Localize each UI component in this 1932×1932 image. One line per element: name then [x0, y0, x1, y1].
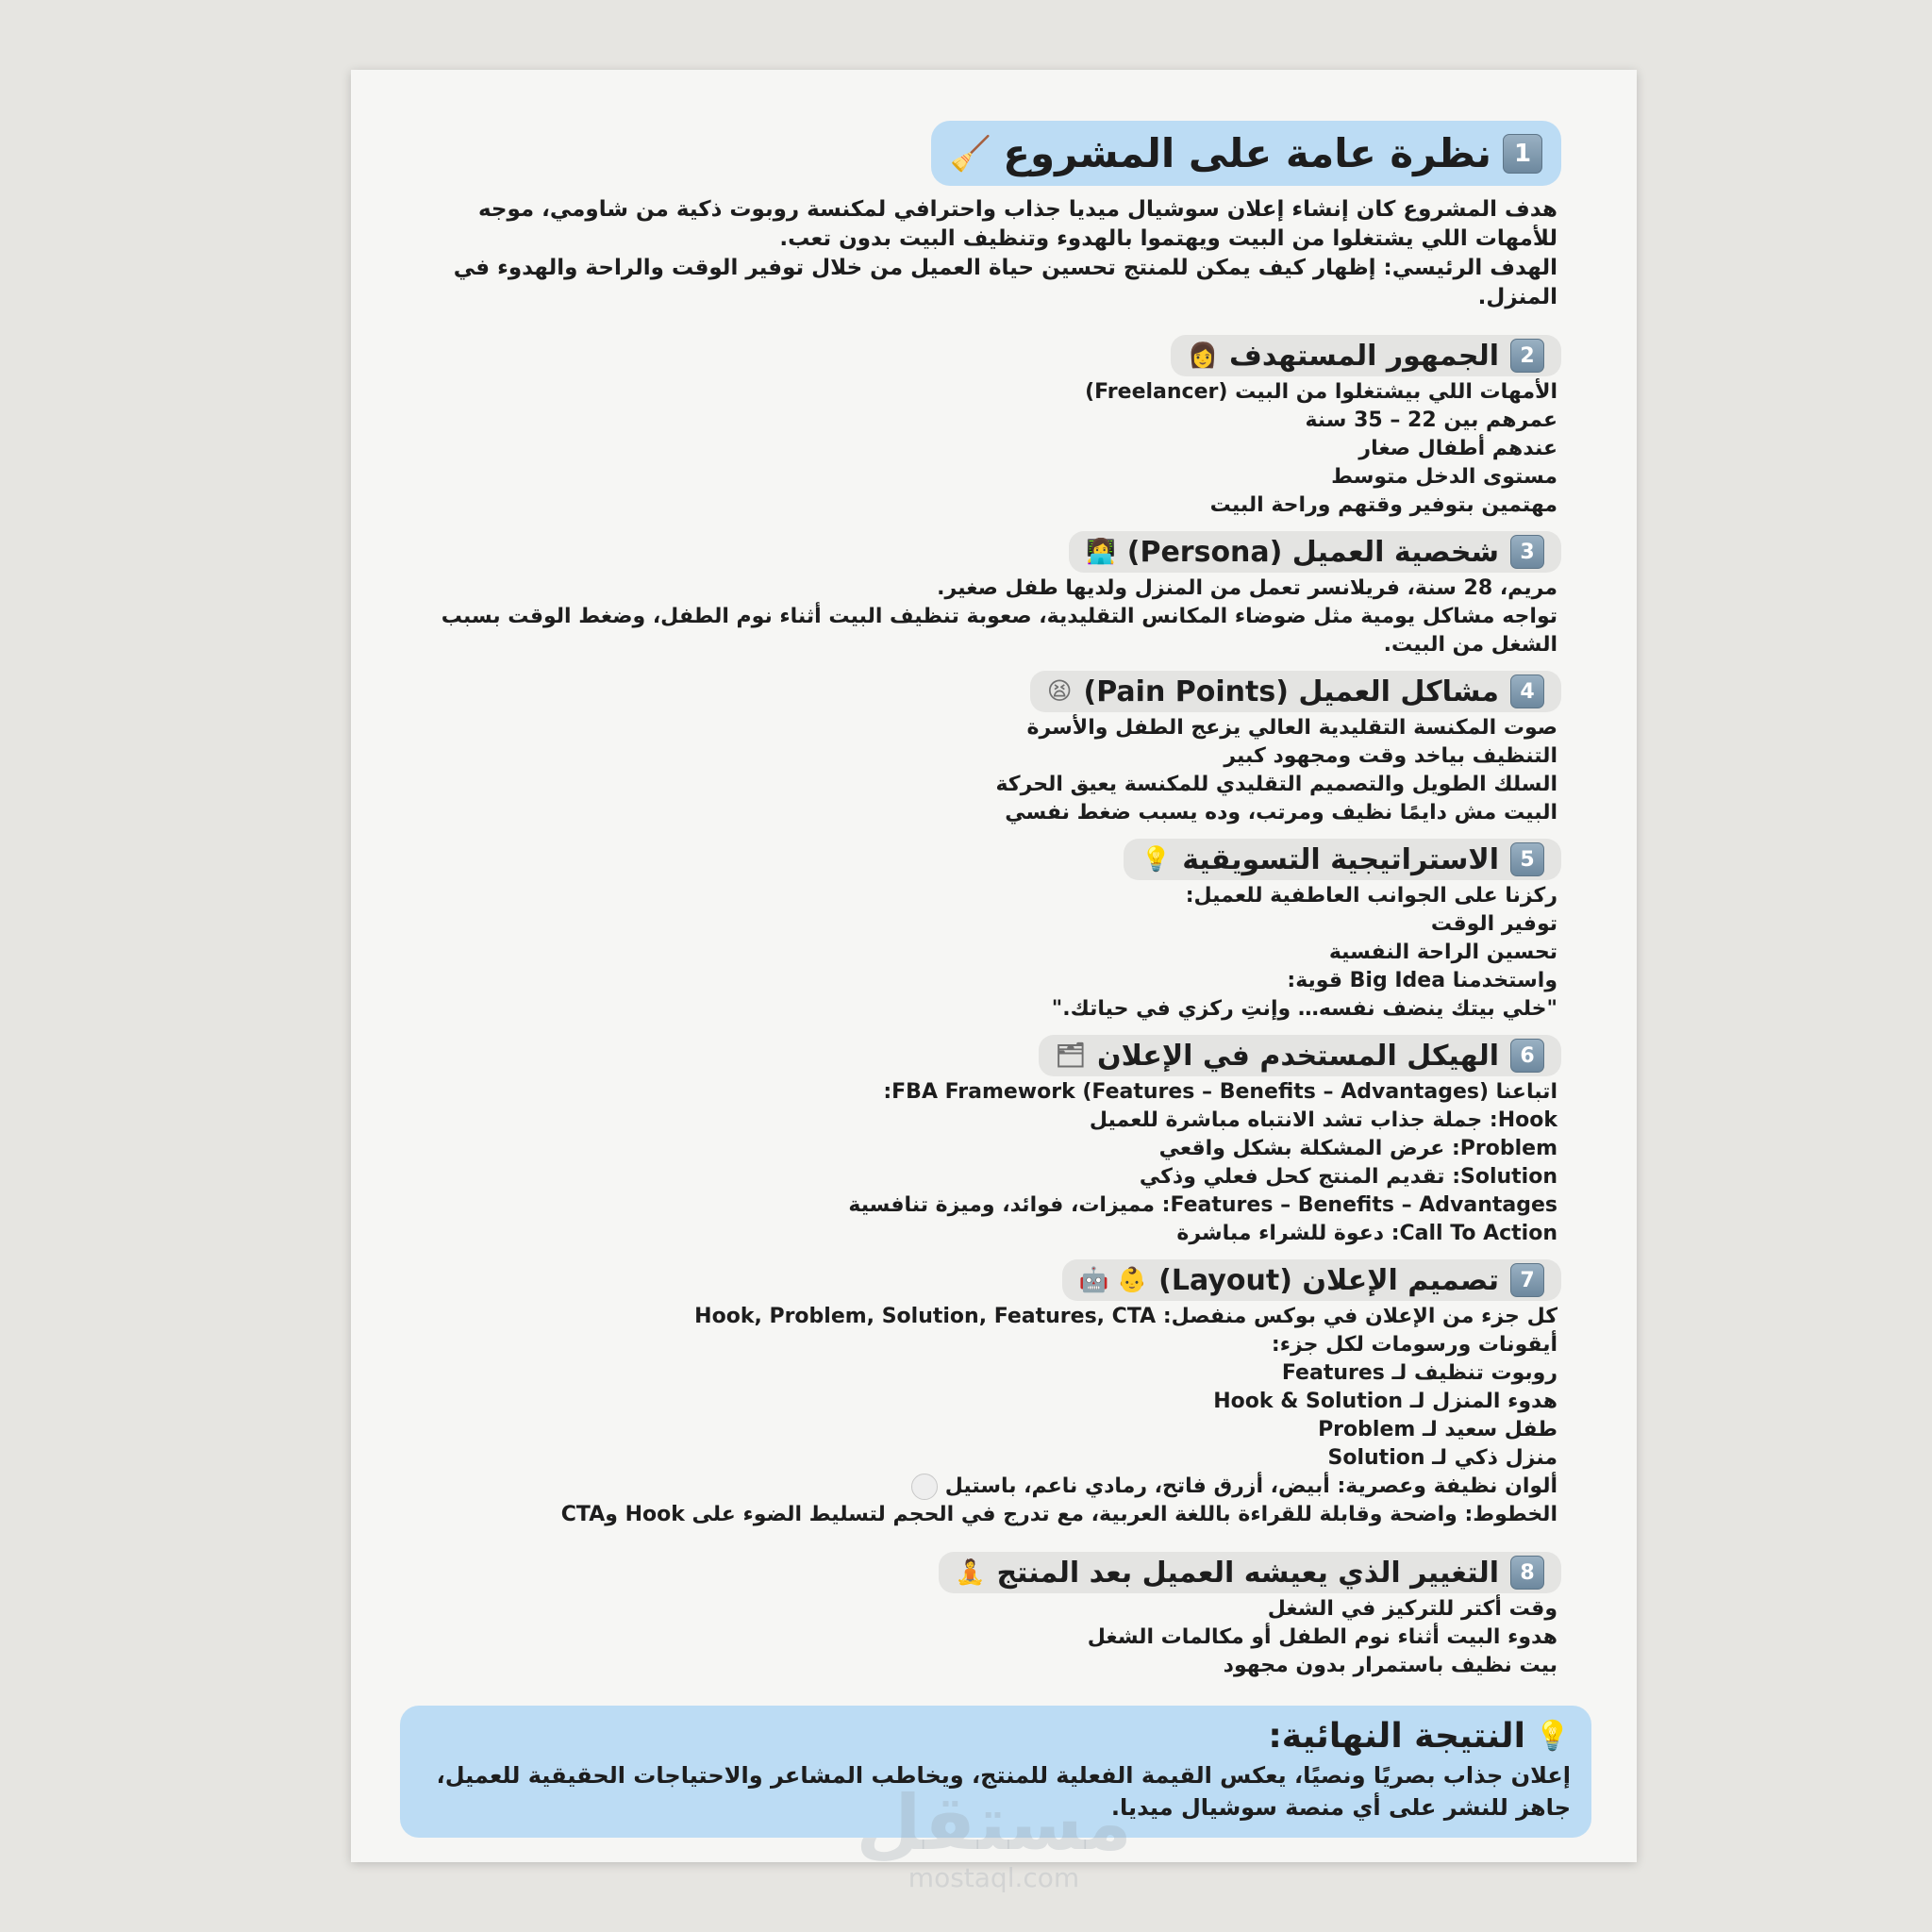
section-heading — [1171, 335, 1561, 376]
list-item: Solution: تقديم المنتج كحل فعلي وذكي — [1139, 1165, 1557, 1189]
paragraph: مريم، 28 سنة، فريلانسر تعمل من المنزل ولديها طفل صغير. — [937, 576, 1557, 600]
list-item: روبوت تنظيف لـ Features — [1281, 1361, 1557, 1385]
light-bulb-icon: 💡 — [1534, 1720, 1571, 1753]
section-heading — [1030, 671, 1561, 712]
baby-robot-icon: 👶 🤖 — [1078, 1266, 1148, 1294]
list-item: التنظيف بياخد وقت ومجهود كبير — [1224, 744, 1557, 768]
section-title: شخصية العميل (Persona) — [1126, 535, 1499, 569]
list-item — [426, 1473, 1557, 1501]
list-item: توفير الوقت — [1430, 912, 1557, 936]
list-item: منزل ذكي لـ Solution — [1327, 1446, 1557, 1470]
section-heading — [1039, 1035, 1561, 1076]
list-item: هدوء المنزل لـ Hook & Solution — [1213, 1390, 1557, 1413]
result-title: النتيجة النهائية: — [1268, 1717, 1525, 1756]
list-item: صوت المكنسة التقليدية العالي يزعج الطفل والأسرة — [1026, 716, 1557, 740]
robot-vacuum-icon: 🧹 — [949, 134, 992, 174]
list-item: البيت مش دايمًا نظيف ومرتب، وده يسبب ضغط نفسي — [1005, 801, 1557, 824]
section-heading — [1124, 839, 1561, 880]
white-circle-icon — [911, 1474, 938, 1500]
section-title: نظرة عامة على المشروع — [1003, 130, 1491, 176]
list-item: أيقونات ورسومات لكل جزء: — [1271, 1333, 1557, 1357]
list-item: ركزنا على الجوانب العاطفية للعميل: — [1185, 884, 1557, 908]
list-item: وقت أكتر للتركيز في الشغل — [1267, 1597, 1557, 1621]
section-heading — [939, 1552, 1561, 1593]
section-title: مشاكل العميل (Pain Points) — [1083, 675, 1499, 708]
section-heading — [1062, 1259, 1561, 1301]
woman-icon: 👩 — [1188, 341, 1218, 370]
section-structure — [426, 1029, 1561, 1248]
list-item: الخطوط: واضحة وقابلة للقراءة باللغة العربية، مع تدرج في الحجم لتسليط الضوء على Hook وCTA — [560, 1503, 1557, 1526]
list-item: Problem: عرض المشكلة بشكل واقعي — [1158, 1137, 1557, 1160]
section-pain-points — [426, 665, 1561, 827]
light-bulb-icon: 💡 — [1141, 845, 1172, 874]
list-item-text: ألوان نظيفة وعصرية: أبيض، أزرق فاتح، رمادي ناعم، باستيل — [944, 1474, 1557, 1498]
document-page — [351, 70, 1637, 1893]
number-badge: 4 — [1510, 675, 1544, 708]
number-badge: 3 — [1510, 535, 1544, 569]
number-badge: 7 — [1510, 1263, 1544, 1297]
number-badge: 8 — [1510, 1556, 1544, 1590]
list-item: واستخدمنا Big Idea قوية: — [1287, 969, 1557, 992]
number-badge: 6 — [1510, 1039, 1544, 1073]
section-heading — [931, 121, 1561, 186]
list-item: عمرهم بين 22 – 35 سنة — [1305, 408, 1557, 432]
list-item: الأمهات اللي بيشتغلوا من البيت (Freelancer) — [1085, 380, 1557, 404]
list-item: Call To Action: دعوة للشراء مباشرة — [1176, 1222, 1557, 1245]
list-item: تحسين الراحة النفسية — [1328, 941, 1557, 964]
list-item: مهتمين بتوفير وقتهم وراحة البيت — [1209, 493, 1557, 517]
section-title: التغيير الذي يعيشه العميل بعد المنتج — [996, 1556, 1499, 1590]
paragraph: تواجه مشاكل يومية مثل ضوضاء المكانس التقليدية، صعوبة تنظيف البيت أثناء نوم الطفل، وضغط الوقت بسبب الشغل من البيت. — [441, 605, 1557, 657]
list-item: عندهم أطفال صغار — [1358, 437, 1557, 460]
result-box — [400, 1706, 1591, 1838]
number-badge: 1 — [1503, 134, 1542, 174]
section-title: تصميم الإعلان (Layout) — [1158, 1263, 1499, 1297]
list-item: السلك الطويل والتصميم التقليدي للمكنسة يعيق الحركة — [995, 773, 1557, 796]
crying-baby-icon: 😫 — [1046, 677, 1073, 706]
woman-laptop-icon: 👩‍💻 — [1085, 538, 1116, 566]
watermark-logo: مستقل — [856, 1779, 1132, 1867]
relaxing-person-icon: 🧘 — [955, 1558, 986, 1587]
paragraph: الهدف الرئيسي: إظهار كيف يمكن للمنتج تحسين حياة العميل من خلال توفير الوقت والراحة والهدوء في المنزل. — [453, 256, 1557, 309]
section-layout — [426, 1254, 1561, 1529]
paragraph: هدف المشروع كان إنشاء إعلان سوشيال ميديا جذاب واحترافي لمكنسة روبوت ذكية من شاومي، موجه للأمهات اللي يشتغلوا من البيت ويهتموا بالهدوء وتنظيف البيت بدون تعب. — [477, 197, 1557, 251]
number-badge: 5 — [1510, 842, 1544, 876]
list-item: بيت نظيف باستمرار بدون مجهود — [1223, 1654, 1557, 1677]
section-audience — [426, 329, 1561, 520]
list-item: Features – Benefits – Advantages: مميزات، فوائد، وميزة تنافسية — [848, 1193, 1557, 1217]
section-overview — [426, 115, 1561, 312]
list-item: اتباعنا FBA Framework (Features – Benefits – Advantages): — [883, 1080, 1557, 1104]
result-heading — [421, 1717, 1571, 1756]
watermark-url: mostaql.com — [908, 1862, 1080, 1893]
list-item: طفل سعيد لـ Problem — [1318, 1418, 1557, 1441]
section-strategy — [426, 833, 1561, 1024]
section-title: الاستراتيجية التسويقية — [1182, 842, 1499, 876]
section-change — [426, 1546, 1561, 1680]
list-item: Hook: جملة جذاب تشد الانتباه مباشرة للعميل — [1089, 1108, 1557, 1132]
section-title: الهيكل المستخدم في الإعلان — [1096, 1039, 1499, 1073]
number-badge: 2 — [1510, 339, 1544, 373]
result-text: إعلان جذاب بصريًا ونصيًا، يعكس القيمة الفعلية للمنتج، ويخاطب المشاعر والاحتياجات الحقيقية للعميل، جاهز للنشر على أي منصة سوشيال ميديا. — [436, 1762, 1571, 1821]
list-item: هدوء البيت أثناء نوم الطفل أو مكالمات الشغل — [1087, 1625, 1557, 1649]
list-item: مستوى الدخل متوسط — [1331, 465, 1557, 489]
list-item: "خلي بيتك ينضف نفسه… وإنتِ ركزي في حياتك." — [1051, 997, 1557, 1021]
hierarchy-icon: 🗂 — [1055, 1041, 1086, 1070]
section-persona — [426, 525, 1561, 659]
section-title: الجمهور المستهدف — [1228, 339, 1499, 373]
list-item: كل جزء من الإعلان في بوكس منفصل: Hook, Problem, Solution, Features, CTA — [694, 1305, 1557, 1328]
section-heading — [1069, 531, 1561, 573]
